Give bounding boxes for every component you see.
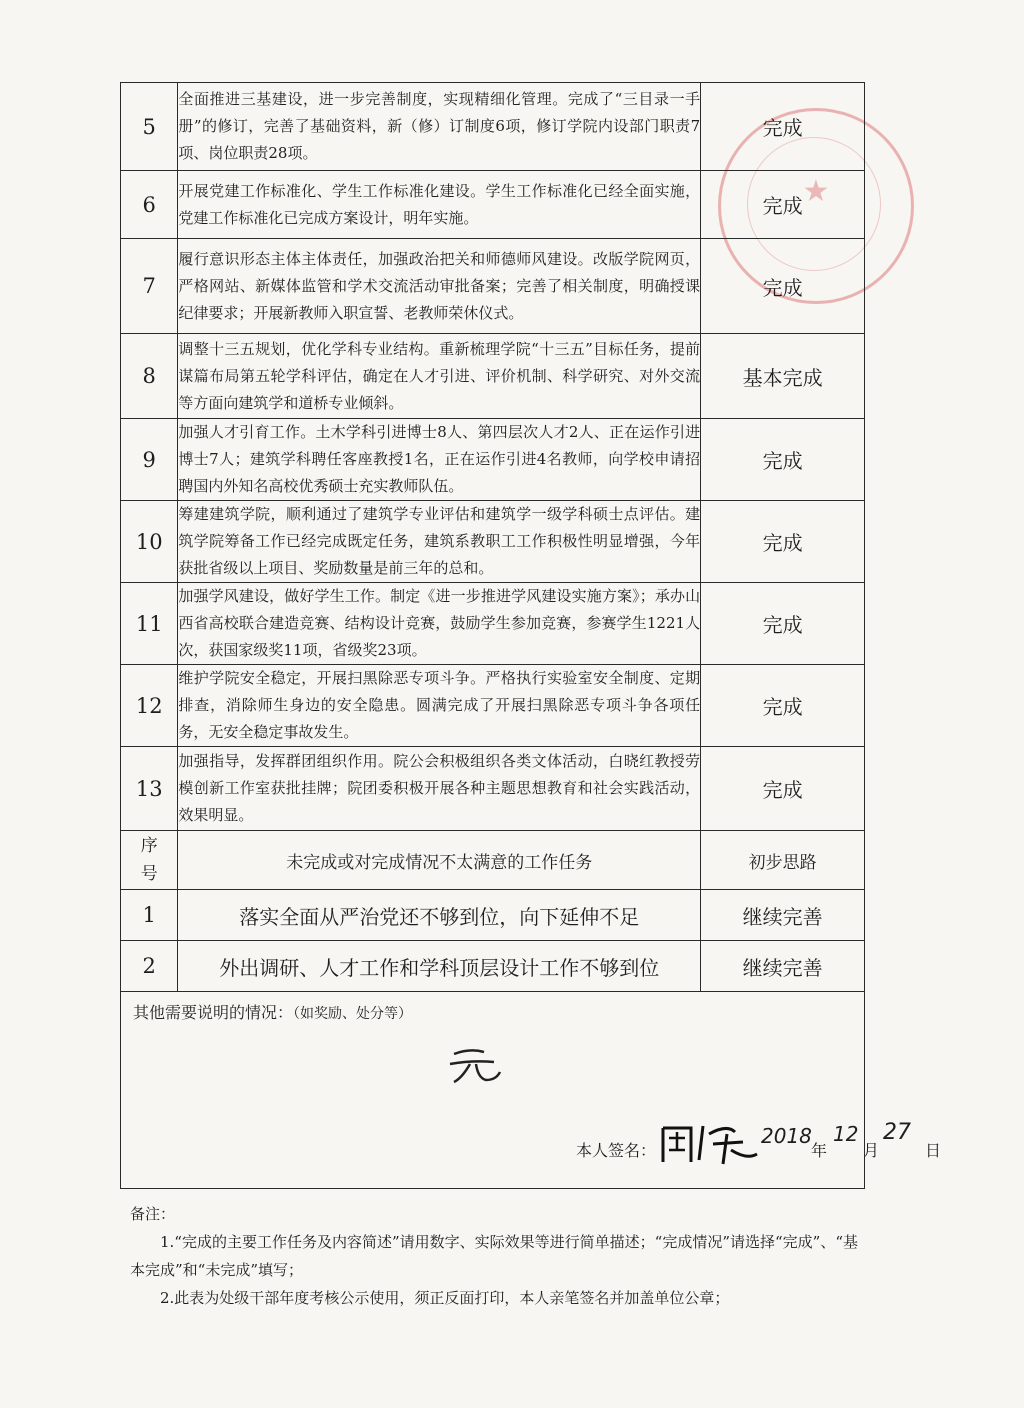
header-number-line2: 号	[140, 864, 158, 884]
signature-month: 12	[833, 1122, 859, 1146]
other-remarks-label: 其他需要说明的情况：（如奖励、处分等）	[133, 1003, 413, 1022]
assessment-table	[120, 82, 942, 1189]
task-description: 维护学院安全稳定，开展扫黑除恶专项斗争。严格执行实验室安全制度、定期排查，消除师生身边的安全隐患。圆满完成了开展扫黑除恶专项斗争各项任务，无安全稳定事故发生。	[178, 665, 701, 747]
task-status: 完成	[701, 747, 865, 831]
task-status: 完成	[701, 83, 865, 171]
task-description: 开展党建工作标准化、学生工作标准化建设。学生工作标准化已经全面实施，党建工作标准化已完成方案设计，明年实施。	[178, 171, 701, 239]
task-status: 完成	[701, 665, 865, 747]
unfinished-number: 2	[121, 941, 178, 992]
year-char: 年	[811, 1141, 828, 1160]
task-number: 9	[121, 419, 178, 501]
other-remarks-cell	[121, 992, 942, 1189]
task-row	[121, 583, 865, 665]
task-description: 筹建建筑学院，顺利通过了建筑学专业评估和建筑学一级学科硕士点评估。建筑学院筹备工作已经完成既定任务，建筑系教职工工作积极性明显增强，今年获批省级以上项目、奖励数量是前三年的总和。	[178, 501, 701, 583]
task-row	[121, 83, 865, 171]
signature-label: 本人签名：	[576, 1141, 657, 1160]
month-char: 月	[863, 1141, 880, 1160]
task-status: 完成	[701, 583, 865, 665]
task-number: 11	[121, 583, 178, 665]
task-status: 完成	[701, 239, 865, 334]
task-row	[121, 501, 865, 583]
handwritten-signature	[657, 1120, 777, 1166]
unfinished-row	[121, 941, 865, 992]
task-status: 完成	[701, 419, 865, 501]
header-status: 初步思路	[701, 831, 865, 890]
task-status: 基本完成	[701, 334, 865, 419]
task-number: 10	[121, 501, 178, 583]
note-item: 1.“完成的主要工作任务及内容简述”请用数字、实际效果等进行简单描述；“完成情况”请选择“完成”、“基本完成”和“未完成”填写；	[130, 1233, 858, 1279]
day-char: 日	[925, 1141, 942, 1160]
task-row	[121, 665, 865, 747]
header-number	[121, 831, 178, 890]
task-number: 8	[121, 334, 178, 419]
notes-section	[130, 1200, 870, 1312]
task-description: 加强学风建设，做好学生工作。制定《进一步推进学风建设实施方案》；承办山西省高校联合建造竞赛、结构设计竞赛，鼓励学生参加竞赛，参赛学生1221人次，获国家级奖11项，省级奖23项。	[178, 583, 701, 665]
task-number: 6	[121, 171, 178, 239]
task-row	[121, 239, 865, 334]
task-number: 7	[121, 239, 178, 334]
unfinished-plan: 继续完善	[701, 941, 865, 992]
task-number: 12	[121, 665, 178, 747]
task-row	[121, 334, 865, 419]
unfinished-number: 1	[121, 890, 178, 941]
task-row	[121, 171, 865, 239]
notes-title: 备注：	[130, 1205, 176, 1223]
task-description: 加强指导，发挥群团组织作用。院公会积极组织各类文体活动，白晓红教授劳模创新工作室获批挂牌；院团委积极开展各种主题思想教育和社会实践活动，效果明显。	[178, 747, 701, 831]
task-description: 全面推进三基建设，进一步完善制度，实现精细化管理。完成了“三目录一手册”的修订，完善了基础资料，新（修）订制度6项，修订学院内设部门职责7项、岗位职责28项。	[178, 83, 701, 171]
star-icon: ★	[802, 174, 830, 209]
task-description: 加强人才引育工作。土木学科引进博士8人、第四层次人才2人、正在运作引进博士7人；建筑学科聘任客座教授1名，正在运作引进4名教师，向学校申请招聘国内外知名高校优秀硕士充实教师队伍。	[178, 419, 701, 501]
task-status: 完成	[701, 171, 865, 239]
unfinished-header-row	[121, 831, 865, 890]
task-description: 履行意识形态主体主体责任，加强政治把关和师德师风建设。改版学院网页，严格网站、新媒体监管和学术交流活动审批备案；完善了相关制度，明确授课纪律要求；开展新教师入职宣誓、老教师荣休仪式。	[178, 239, 701, 334]
other-remarks-row	[121, 992, 865, 1189]
note-item: 2.此表为处级干部年度考核公示使用，须正反面打印，本人亲笔签名并加盖单位公章；	[160, 1289, 730, 1307]
unfinished-description: 外出调研、人才工作和学科顶层设计工作不够到位	[178, 941, 701, 992]
signature-day: 27	[883, 1120, 911, 1145]
task-status: 完成	[701, 501, 865, 583]
unfinished-description: 落实全面从严治党还不够到位，向下延伸不足	[178, 890, 701, 941]
signature-year: 2018	[761, 1124, 812, 1148]
task-description: 调整十三五规划，优化学科专业结构。重新梳理学院“十三五”目标任务，提前谋篇布局第五轮学科评估，确定在人才引进、评价机制、科学研究、对外交流等方面向建筑学和道桥专业倾斜。	[178, 334, 701, 419]
unfinished-plan: 继续完善	[701, 890, 865, 941]
other-remarks-hint: （如奖励、处分等）	[293, 1006, 413, 1022]
unfinished-row	[121, 890, 865, 941]
header-description: 未完成或对完成情况不太满意的工作任务	[178, 831, 701, 890]
header-number-line1: 序	[140, 836, 158, 856]
task-row	[121, 747, 865, 831]
task-number: 5	[121, 83, 178, 171]
task-row	[121, 419, 865, 501]
handwritten-none-mark	[446, 1044, 506, 1084]
task-number: 13	[121, 747, 178, 831]
